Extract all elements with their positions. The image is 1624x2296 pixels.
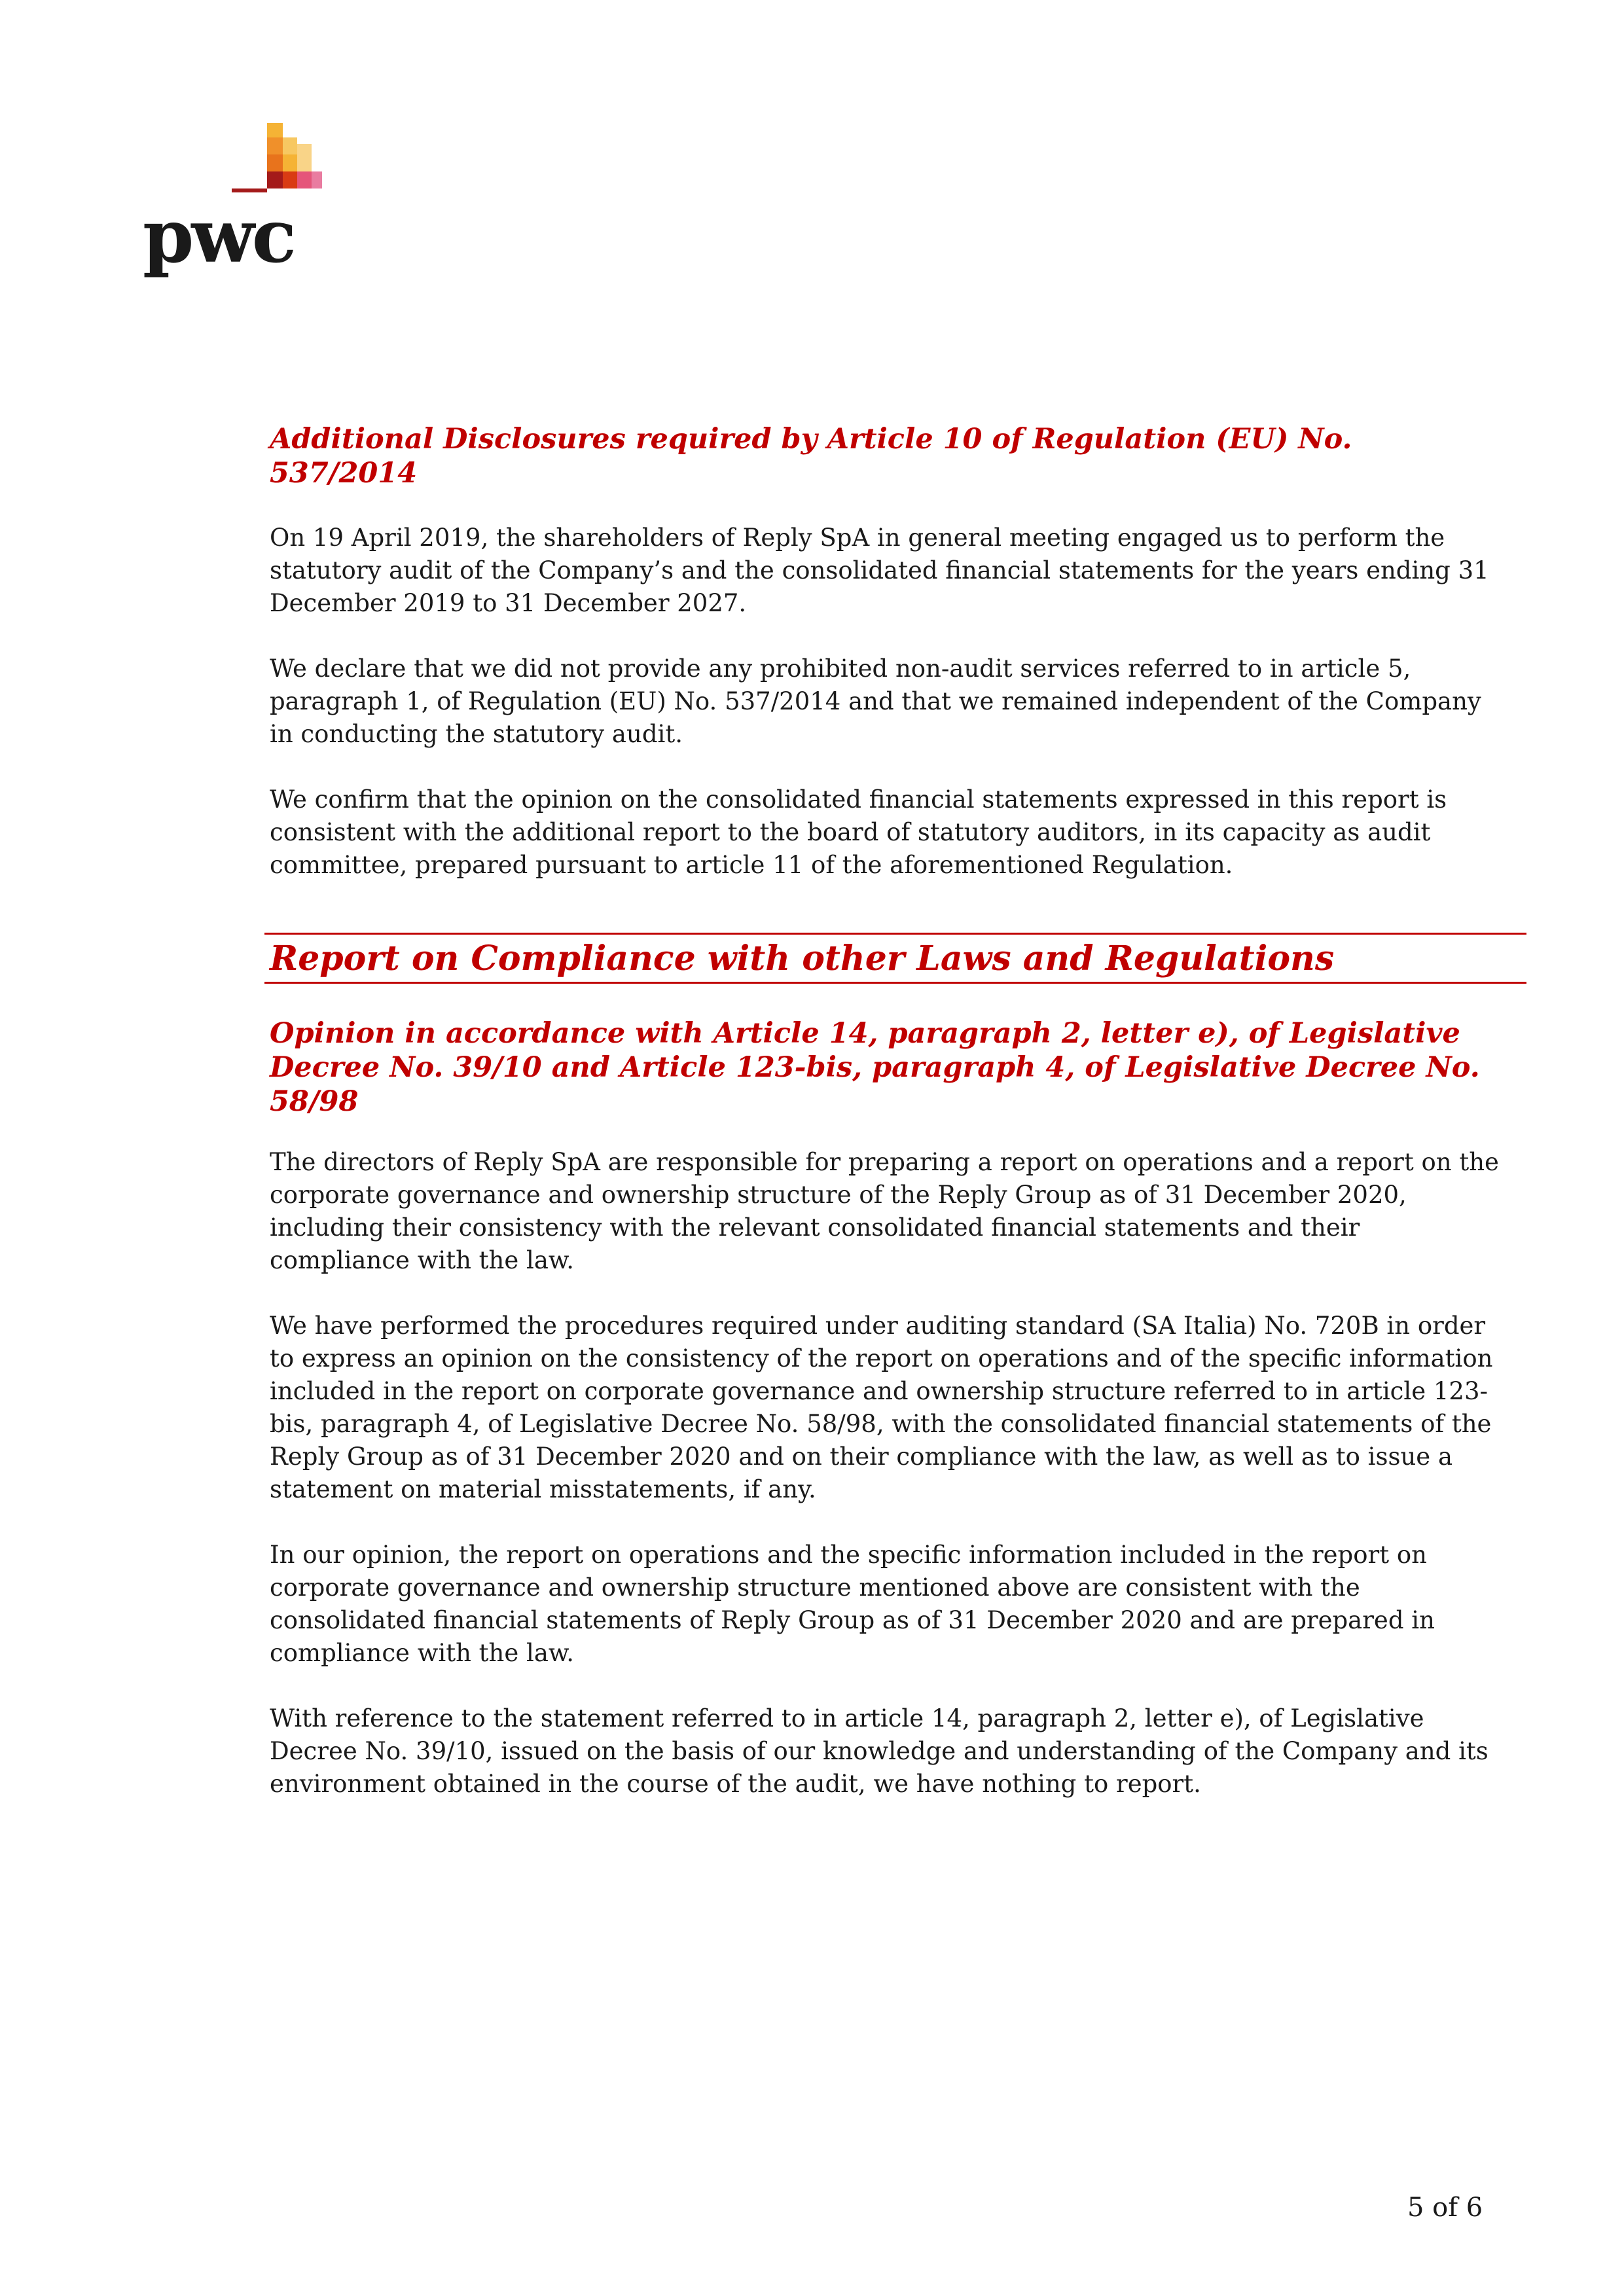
compliance-section-title: Report on Compliance with other Laws and Regulations [264, 933, 1526, 984]
disclosures-paragraph-1: On 19 April 2019, the shareholders of Reply SpA in general meeting engaged us to perform the statutory audit of the Company’s and the consolidated financial statements for the years ending 31 December 2019 to 31 December 2027. [270, 524, 1489, 617]
disclosures-paragraph-3: We confirm that the opinion on the consolidated financial statements expressed in this report is consistent with the additional report to the board of statutory auditors, in its capacity as audit committee, prepared pursuant to article 11 of the aforementioned Regulation. [270, 785, 1447, 879]
page-number: 5 of 6 [1407, 2193, 1483, 2223]
compliance-paragraph-1: The directors of Reply SpA are responsible for preparing a report on operations and a report on the corporate governance and ownership structure of the Reply Group as of 31 December 2020, including their consistency with the relevant consolidated financial statements and their compliance with the law. [270, 1148, 1499, 1274]
compliance-opinion-heading: Opinion in accordance with Article 14, paragraph 2, letter e), of Legislative Decree No. 39/10 and Article 123-bis, paragraph 4, of Legislative Decree No. 58/98 [270, 1017, 1480, 1118]
compliance-paragraph-2: We have performed the procedures required under auditing standard (SA Italia) No. 720B in order to express an opinion on the consistency of the report on operations and of the specific information included in the report on corporate governance and ownership structure referred to in article 123-bis, paragraph 4, of Legislative Decree No. 58/98, with the consolidated financial statements of the Reply Group as of 31 December 2020 and on their compliance with the law, as well as to issue a statement on material misstatements, if any. [270, 1312, 1493, 1503]
pwc-wordmark: pwc [143, 194, 294, 279]
report-content [270, 422, 1500, 1801]
compliance-paragraph-4: With reference to the statement referred to in article 14, paragraph 2, letter e), of Legislative Decree No. 39/10, issued on the basis of our knowledge and understanding of the Company and its environment obtained in the course of the audit, we have nothing to report. [270, 1704, 1489, 1798]
compliance-paragraph-3: In our opinion, the report on operations and the specific information included in the report on corporate governance and ownership structure mentioned above are consistent with the consolidated financial statements of Reply Group as of 31 December 2020 and are prepared in compliance with the law. [270, 1541, 1435, 1667]
disclosures-paragraph-2: We declare that we did not provide any prohibited non-audit services referred to in article 5, paragraph 1, of Regulation (EU) No. 537/2014 and that we remained independent of the Company in conducting the statutory audit. [270, 655, 1481, 748]
pwc-logo [143, 123, 352, 280]
pwc-logo-mark [143, 123, 352, 202]
disclosures-heading: Additional Disclosures required by Article 10 of Regulation (EU) No. 537/2014 [270, 423, 1352, 490]
